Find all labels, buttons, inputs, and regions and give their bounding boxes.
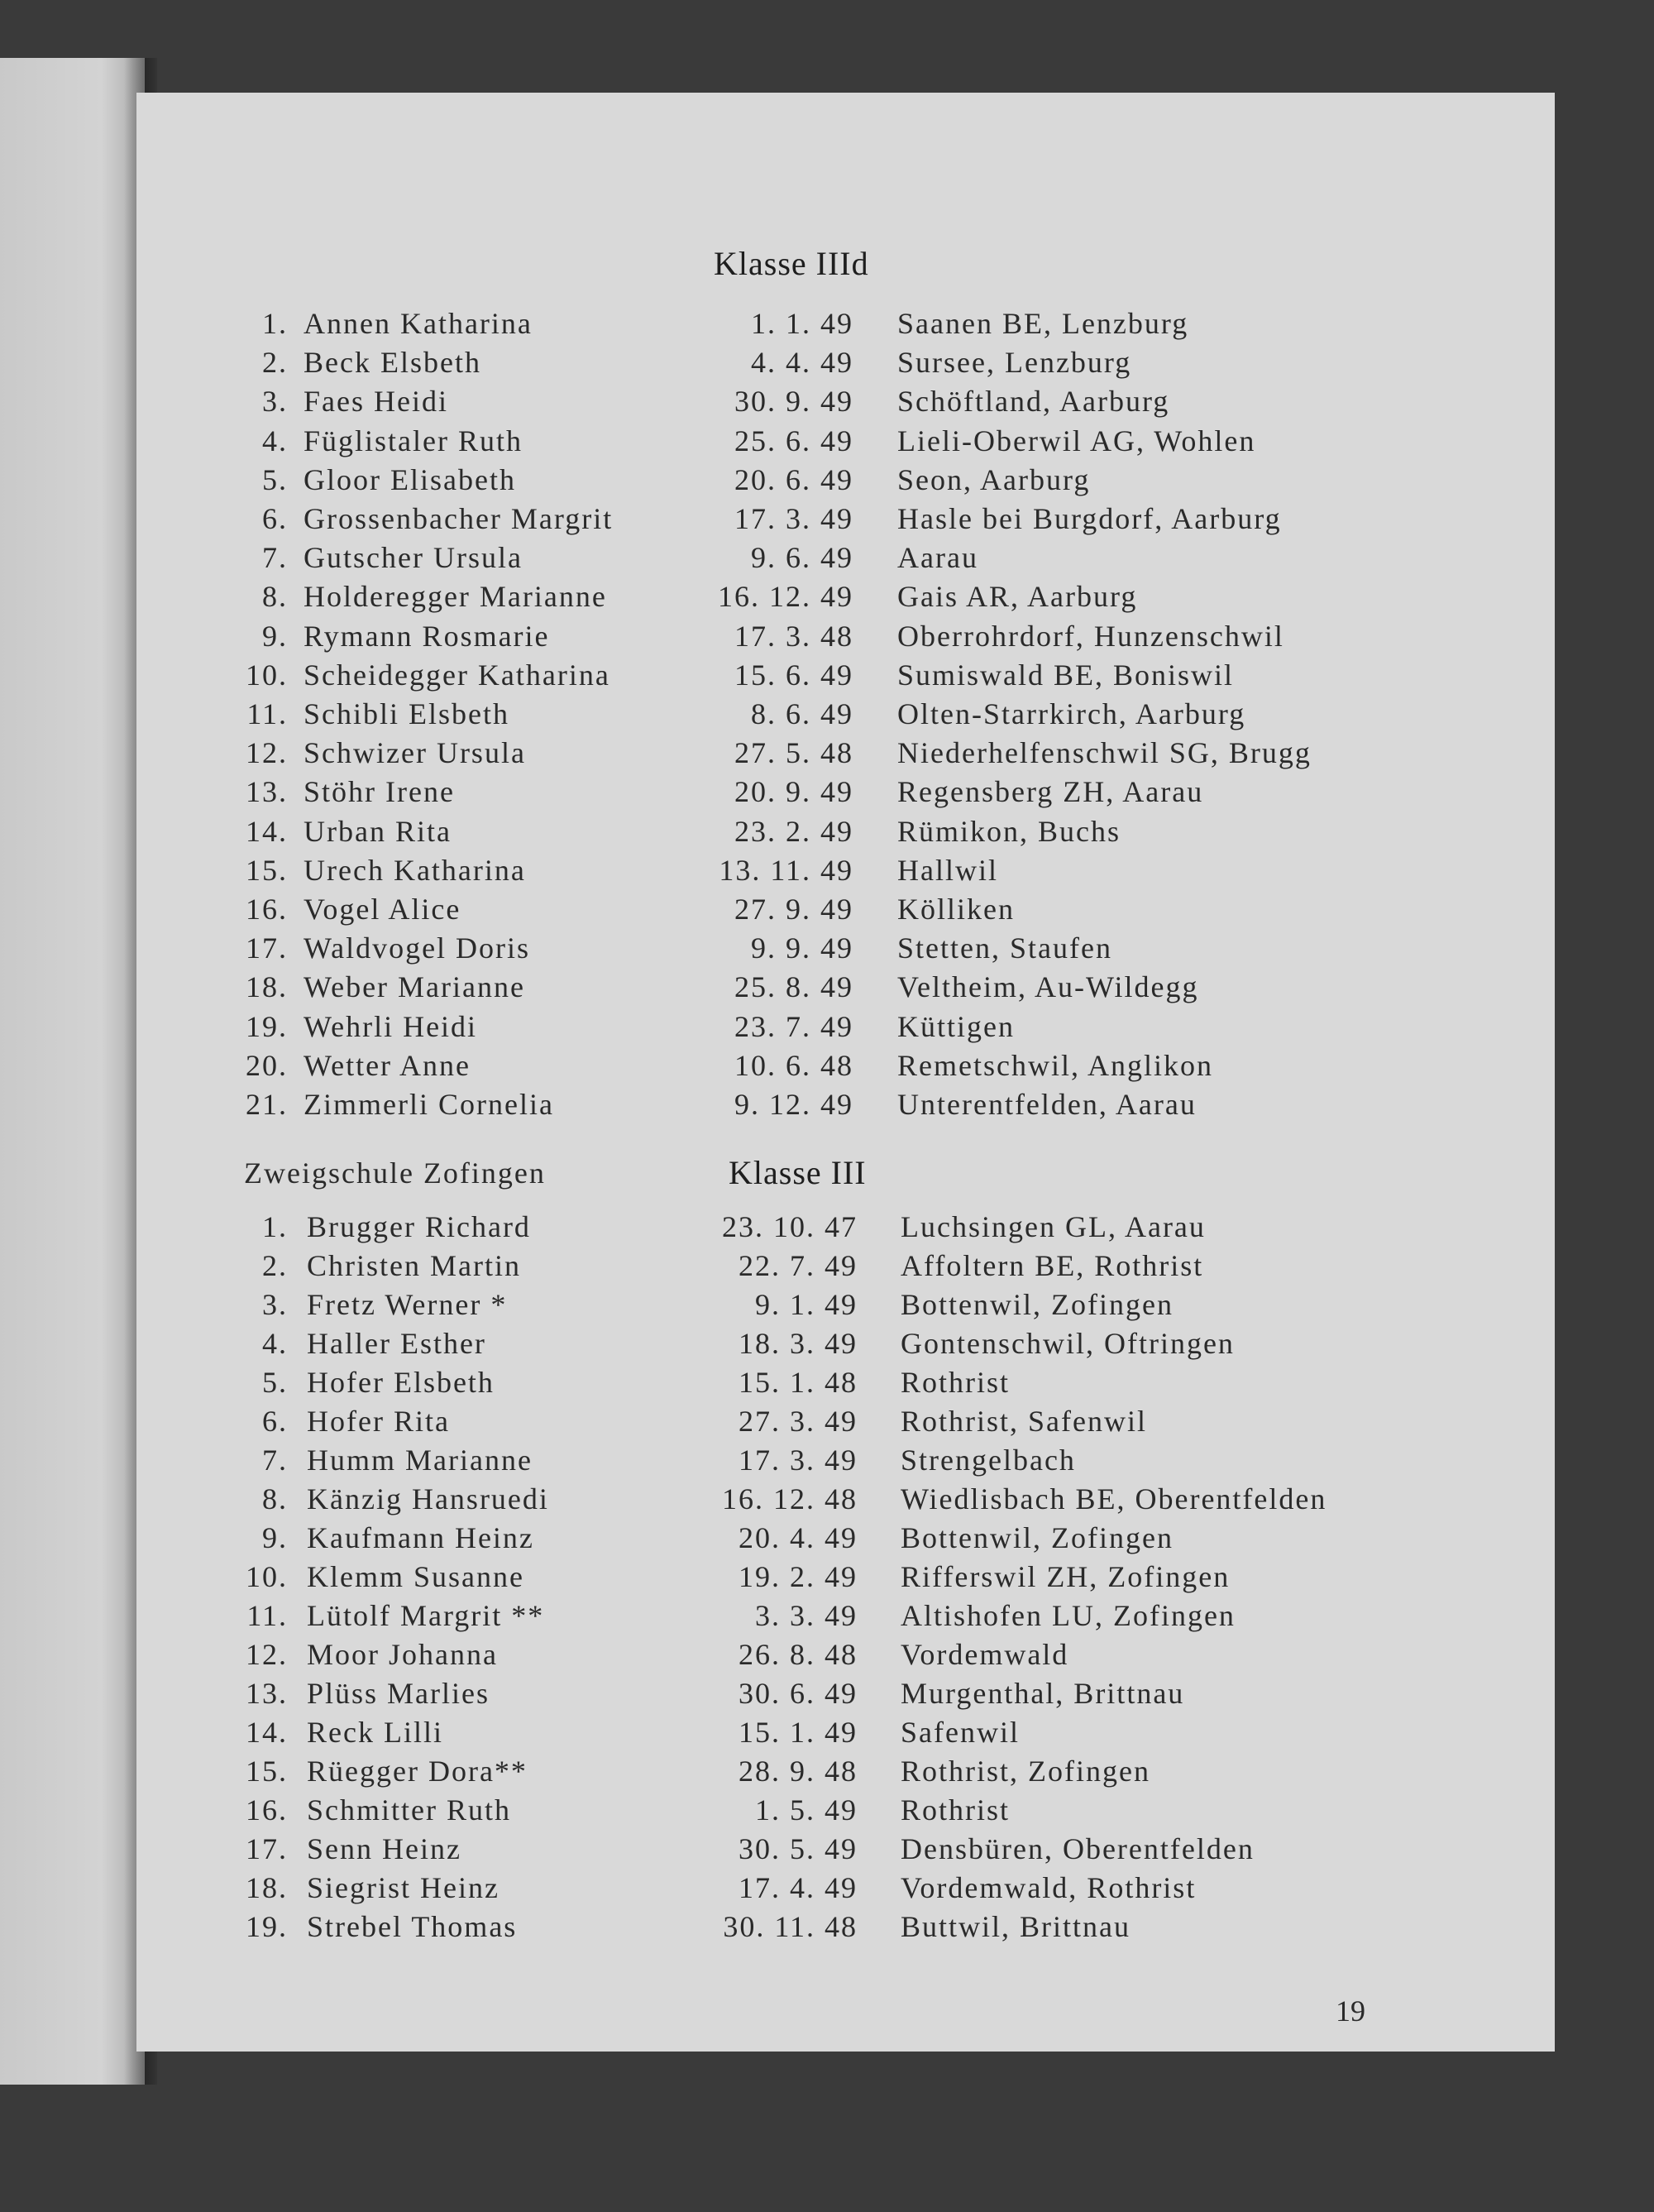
- birth-date: 9. 6. 49: [751, 541, 853, 575]
- birth-date: 1. 5. 49: [755, 1793, 858, 1827]
- birth-date: 25. 8. 49: [734, 970, 853, 1004]
- entry-number: 1.: [262, 307, 288, 340]
- student-name: Weber Marianne: [304, 970, 525, 1004]
- birth-date: 10. 6. 48: [734, 1048, 853, 1082]
- home-place: Niederhelfenschwil SG, Brugg: [897, 736, 1312, 770]
- entry-number: 11.: [246, 1599, 288, 1632]
- entry-number: 3.: [262, 385, 288, 419]
- home-place: Veltheim, Au-Wildegg: [897, 970, 1199, 1004]
- home-place: Bottenwil, Zofingen: [901, 1288, 1174, 1321]
- student-name: Brugger Richard: [307, 1210, 531, 1243]
- entry-number: 16.: [246, 893, 288, 926]
- student-name: Faes Heidi: [304, 385, 448, 419]
- list-item: [136, 501, 1555, 540]
- birth-date: 23. 10. 47: [722, 1210, 858, 1243]
- home-place: Wiedlisbach BE, Oberentfelden: [901, 1482, 1327, 1515]
- student-name: Beck Elsbeth: [304, 346, 481, 380]
- birth-date: 9. 1. 49: [755, 1288, 858, 1321]
- student-name: Annen Katharina: [304, 307, 533, 340]
- student-name: Urban Rita: [304, 814, 452, 848]
- entry-number: 13.: [246, 775, 288, 809]
- list-item: [136, 1087, 1555, 1126]
- home-place: Regensberg ZH, Aarau: [897, 775, 1204, 809]
- list-item: [136, 1520, 1555, 1559]
- list-item: [136, 1443, 1555, 1482]
- list-item: [136, 540, 1555, 579]
- entry-number: 14.: [246, 814, 288, 848]
- list-item: [136, 892, 1555, 931]
- list-item: [136, 1365, 1555, 1404]
- home-place: Murgenthal, Brittnau: [901, 1677, 1185, 1710]
- home-place: Densbüren, Oberentfelden: [901, 1832, 1255, 1865]
- home-place: Rothrist: [901, 1366, 1011, 1399]
- birth-date: 15. 6. 49: [734, 658, 853, 692]
- student-name: Füglistaler Ruth: [304, 424, 523, 457]
- list-item: [136, 1637, 1555, 1676]
- list-item: [136, 1676, 1555, 1715]
- list-item: [136, 384, 1555, 423]
- student-name: Wetter Anne: [304, 1048, 471, 1082]
- birth-date: 27. 9. 49: [734, 893, 853, 926]
- student-name: Moor Johanna: [307, 1638, 498, 1671]
- birth-date: 4. 4. 49: [751, 346, 853, 380]
- student-name: Fretz Werner *: [307, 1288, 508, 1321]
- student-name: Haller Esther: [307, 1327, 486, 1360]
- birth-date: 30. 9. 49: [734, 385, 853, 419]
- birth-date: 8. 6. 49: [751, 697, 853, 730]
- list-item: [136, 1909, 1555, 1948]
- birth-date: 1. 1. 49: [751, 307, 853, 340]
- birth-date: 18. 3. 49: [739, 1327, 858, 1360]
- student-name: Senn Heinz: [307, 1832, 461, 1865]
- entry-number: 15.: [246, 1755, 288, 1788]
- entry-number: 1.: [262, 1210, 288, 1243]
- birth-date: 15. 1. 48: [739, 1366, 858, 1399]
- student-name: Rüegger Dora**: [307, 1755, 528, 1788]
- home-place: Sumiswald BE, Boniswil: [897, 658, 1235, 692]
- birth-date: 30. 5. 49: [739, 1832, 858, 1865]
- entry-number: 10.: [246, 1560, 288, 1593]
- home-place: Bottenwil, Zofingen: [901, 1521, 1174, 1554]
- birth-date: 19. 2. 49: [739, 1560, 858, 1593]
- list-item: [136, 658, 1555, 697]
- entry-number: 5.: [262, 1366, 288, 1399]
- birth-date: 9. 9. 49: [751, 931, 853, 965]
- birth-date: 17. 3. 48: [734, 619, 853, 653]
- entry-number: 9.: [262, 1521, 288, 1554]
- list-item: [136, 1754, 1555, 1793]
- list-item: [136, 1326, 1555, 1365]
- entry-number: 2.: [262, 1249, 288, 1282]
- home-place: Stetten, Staufen: [897, 931, 1112, 965]
- student-name: Schwizer Ursula: [304, 736, 526, 770]
- student-name: Hofer Rita: [307, 1405, 450, 1438]
- birth-date: 30. 11. 48: [723, 1910, 858, 1943]
- home-place: Seon, Aarburg: [897, 462, 1091, 496]
- birth-date: 23. 2. 49: [734, 814, 853, 848]
- entry-number: 10.: [246, 658, 288, 692]
- home-place: Gais AR, Aarburg: [897, 580, 1138, 614]
- student-name: Stöhr Irene: [304, 775, 455, 809]
- list-item: [136, 1793, 1555, 1831]
- list-item: [136, 462, 1555, 501]
- entry-number: 12.: [246, 1638, 288, 1671]
- home-place: Küttigen: [897, 1009, 1015, 1043]
- birth-date: 28. 9. 48: [739, 1755, 858, 1788]
- birth-date: 16. 12. 49: [718, 580, 853, 614]
- student-name: Urech Katharina: [304, 853, 526, 887]
- birth-date: 22. 7. 49: [739, 1249, 858, 1282]
- entry-number: 8.: [262, 580, 288, 614]
- entry-number: 12.: [246, 736, 288, 770]
- home-place: Gontenschwil, Oftringen: [901, 1327, 1235, 1360]
- student-name: Grossenbacher Margrit: [304, 502, 614, 535]
- home-place: Lieli-Oberwil AG, Wohlen: [897, 424, 1256, 457]
- home-place: Oberrohrdorf, Hunzenschwil: [897, 619, 1284, 653]
- birth-date: 20. 9. 49: [734, 775, 853, 809]
- page-number: 19: [1336, 1994, 1365, 2028]
- home-place: Affoltern BE, Rothrist: [901, 1249, 1204, 1282]
- student-name: Strebel Thomas: [307, 1910, 518, 1943]
- list-item: [136, 345, 1555, 384]
- entry-number: 4.: [262, 1327, 288, 1360]
- list-item: [136, 579, 1555, 618]
- list-item: [136, 424, 1555, 462]
- birth-date: 25. 6. 49: [734, 424, 853, 457]
- entry-number: 7.: [262, 541, 288, 575]
- birth-date: 13. 11. 49: [719, 853, 853, 887]
- entry-number: 16.: [246, 1793, 288, 1827]
- student-name: Zimmerli Cornelia: [304, 1088, 554, 1121]
- entry-number: 9.: [262, 619, 288, 653]
- list-item: [136, 1870, 1555, 1909]
- birth-date: 27. 5. 48: [734, 736, 853, 770]
- student-name: Hofer Elsbeth: [307, 1366, 495, 1399]
- document-page: [136, 93, 1555, 2052]
- home-place: Aarau: [897, 541, 978, 575]
- entry-number: 15.: [246, 853, 288, 887]
- home-place: Remetschwil, Anglikon: [897, 1048, 1213, 1082]
- birth-date: 16. 12. 48: [722, 1482, 858, 1515]
- student-name: Waldvogel Doris: [304, 931, 531, 965]
- birth-date: 20. 4. 49: [739, 1521, 858, 1554]
- home-place: Strengelbach: [901, 1444, 1076, 1477]
- list-item: [136, 619, 1555, 658]
- list-item: [136, 1482, 1555, 1520]
- entry-number: 6.: [262, 1405, 288, 1438]
- entry-number: 18.: [246, 1871, 288, 1904]
- birth-date: 20. 6. 49: [734, 462, 853, 496]
- birth-date: 30. 6. 49: [739, 1677, 858, 1710]
- entry-number: 14.: [246, 1716, 288, 1749]
- entry-number: 6.: [262, 502, 288, 535]
- birth-date: 3. 3. 49: [755, 1599, 858, 1632]
- home-place: Kölliken: [897, 893, 1015, 926]
- birth-date: 9. 12. 49: [734, 1088, 853, 1121]
- list-item: [136, 1009, 1555, 1048]
- student-name: Scheidegger Katharina: [304, 658, 610, 692]
- home-place: Olten-Starrkirch, Aarburg: [897, 697, 1246, 730]
- list-item: [136, 1559, 1555, 1598]
- student-name: Rymann Rosmarie: [304, 619, 550, 653]
- birth-date: 26. 8. 48: [739, 1638, 858, 1671]
- list-item: [136, 1248, 1555, 1287]
- student-name: Holderegger Marianne: [304, 580, 607, 614]
- home-place: Sursee, Lenzburg: [897, 346, 1132, 380]
- list-item: [136, 931, 1555, 970]
- student-name: Kaufmann Heinz: [307, 1521, 534, 1554]
- entry-number: 2.: [262, 346, 288, 380]
- entry-number: 21.: [246, 1088, 288, 1121]
- list-item: [136, 1831, 1555, 1870]
- birth-date: 27. 3. 49: [739, 1405, 858, 1438]
- list-item: [136, 774, 1555, 813]
- entry-number: 5.: [262, 462, 288, 496]
- student-name: Plüss Marlies: [307, 1677, 490, 1710]
- home-place: Hallwil: [897, 853, 998, 887]
- birth-date: 23. 7. 49: [734, 1009, 853, 1043]
- entry-number: 20.: [246, 1048, 288, 1082]
- entry-number: 13.: [246, 1677, 288, 1710]
- list-item: [136, 970, 1555, 1008]
- list-item: [136, 1209, 1555, 1248]
- entry-number: 17.: [246, 1832, 288, 1865]
- entry-number: 19.: [246, 1910, 288, 1943]
- list-item: [136, 1287, 1555, 1326]
- section-subtitle-zweigschule: Zweigschule Zofingen: [244, 1156, 546, 1190]
- student-name: Christen Martin: [307, 1249, 521, 1282]
- student-name: Gutscher Ursula: [304, 541, 523, 575]
- list-item: [136, 1048, 1555, 1087]
- list-item: [136, 1404, 1555, 1443]
- entry-number: 11.: [246, 697, 288, 730]
- student-name: Känzig Hansruedi: [307, 1482, 549, 1515]
- home-place: Luchsingen GL, Aarau: [901, 1210, 1206, 1243]
- section-title-klasse-iiid: Klasse IIId: [714, 245, 869, 282]
- list-item: [136, 1715, 1555, 1754]
- home-place: Vordemwald: [901, 1638, 1069, 1671]
- home-place: Saanen BE, Lenzburg: [897, 307, 1189, 340]
- student-name: Gloor Elisabeth: [304, 462, 516, 496]
- entry-number: 18.: [246, 970, 288, 1004]
- student-name: Klemm Susanne: [307, 1560, 524, 1593]
- student-name: Vogel Alice: [304, 893, 461, 926]
- home-place: Rifferswil ZH, Zofingen: [901, 1560, 1231, 1593]
- birth-date: 15. 1. 49: [739, 1716, 858, 1749]
- entry-number: 7.: [262, 1444, 288, 1477]
- student-name: Schmitter Ruth: [307, 1793, 511, 1827]
- list-item: [136, 853, 1555, 892]
- entry-number: 19.: [246, 1009, 288, 1043]
- list-item: [136, 1598, 1555, 1637]
- birth-date: 17. 4. 49: [739, 1871, 858, 1904]
- entry-number: 4.: [262, 424, 288, 457]
- list-item: [136, 306, 1555, 345]
- student-name: Lütolf Margrit **: [307, 1599, 545, 1632]
- home-place: Vordemwald, Rothrist: [901, 1871, 1197, 1904]
- student-name: Humm Marianne: [307, 1444, 533, 1477]
- entry-number: 17.: [246, 931, 288, 965]
- home-place: Safenwil: [901, 1716, 1020, 1749]
- section-title-klasse-iii: Klasse III: [729, 1154, 867, 1191]
- home-place: Hasle bei Burgdorf, Aarburg: [897, 502, 1282, 535]
- list-item: [136, 735, 1555, 774]
- entry-number: 3.: [262, 1288, 288, 1321]
- entry-number: 8.: [262, 1482, 288, 1515]
- home-place: Rümikon, Buchs: [897, 814, 1121, 848]
- home-place: Rothrist: [901, 1793, 1011, 1827]
- home-place: Buttwil, Brittnau: [901, 1910, 1131, 1943]
- birth-date: 17. 3. 49: [739, 1444, 858, 1477]
- home-place: Rothrist, Zofingen: [901, 1755, 1150, 1788]
- home-place: Altishofen LU, Zofingen: [901, 1599, 1236, 1632]
- birth-date: 17. 3. 49: [734, 502, 853, 535]
- home-place: Unterentfelden, Aarau: [897, 1088, 1197, 1121]
- facing-page-edge: [0, 58, 145, 2085]
- student-name: Siegrist Heinz: [307, 1871, 500, 1904]
- home-place: Schöftland, Aarburg: [897, 385, 1170, 419]
- list-item: [136, 814, 1555, 853]
- student-name: Reck Lilli: [307, 1716, 443, 1749]
- home-place: Rothrist, Safenwil: [901, 1405, 1147, 1438]
- list-item: [136, 697, 1555, 735]
- student-name: Wehrli Heidi: [304, 1009, 478, 1043]
- student-name: Schibli Elsbeth: [304, 697, 509, 730]
